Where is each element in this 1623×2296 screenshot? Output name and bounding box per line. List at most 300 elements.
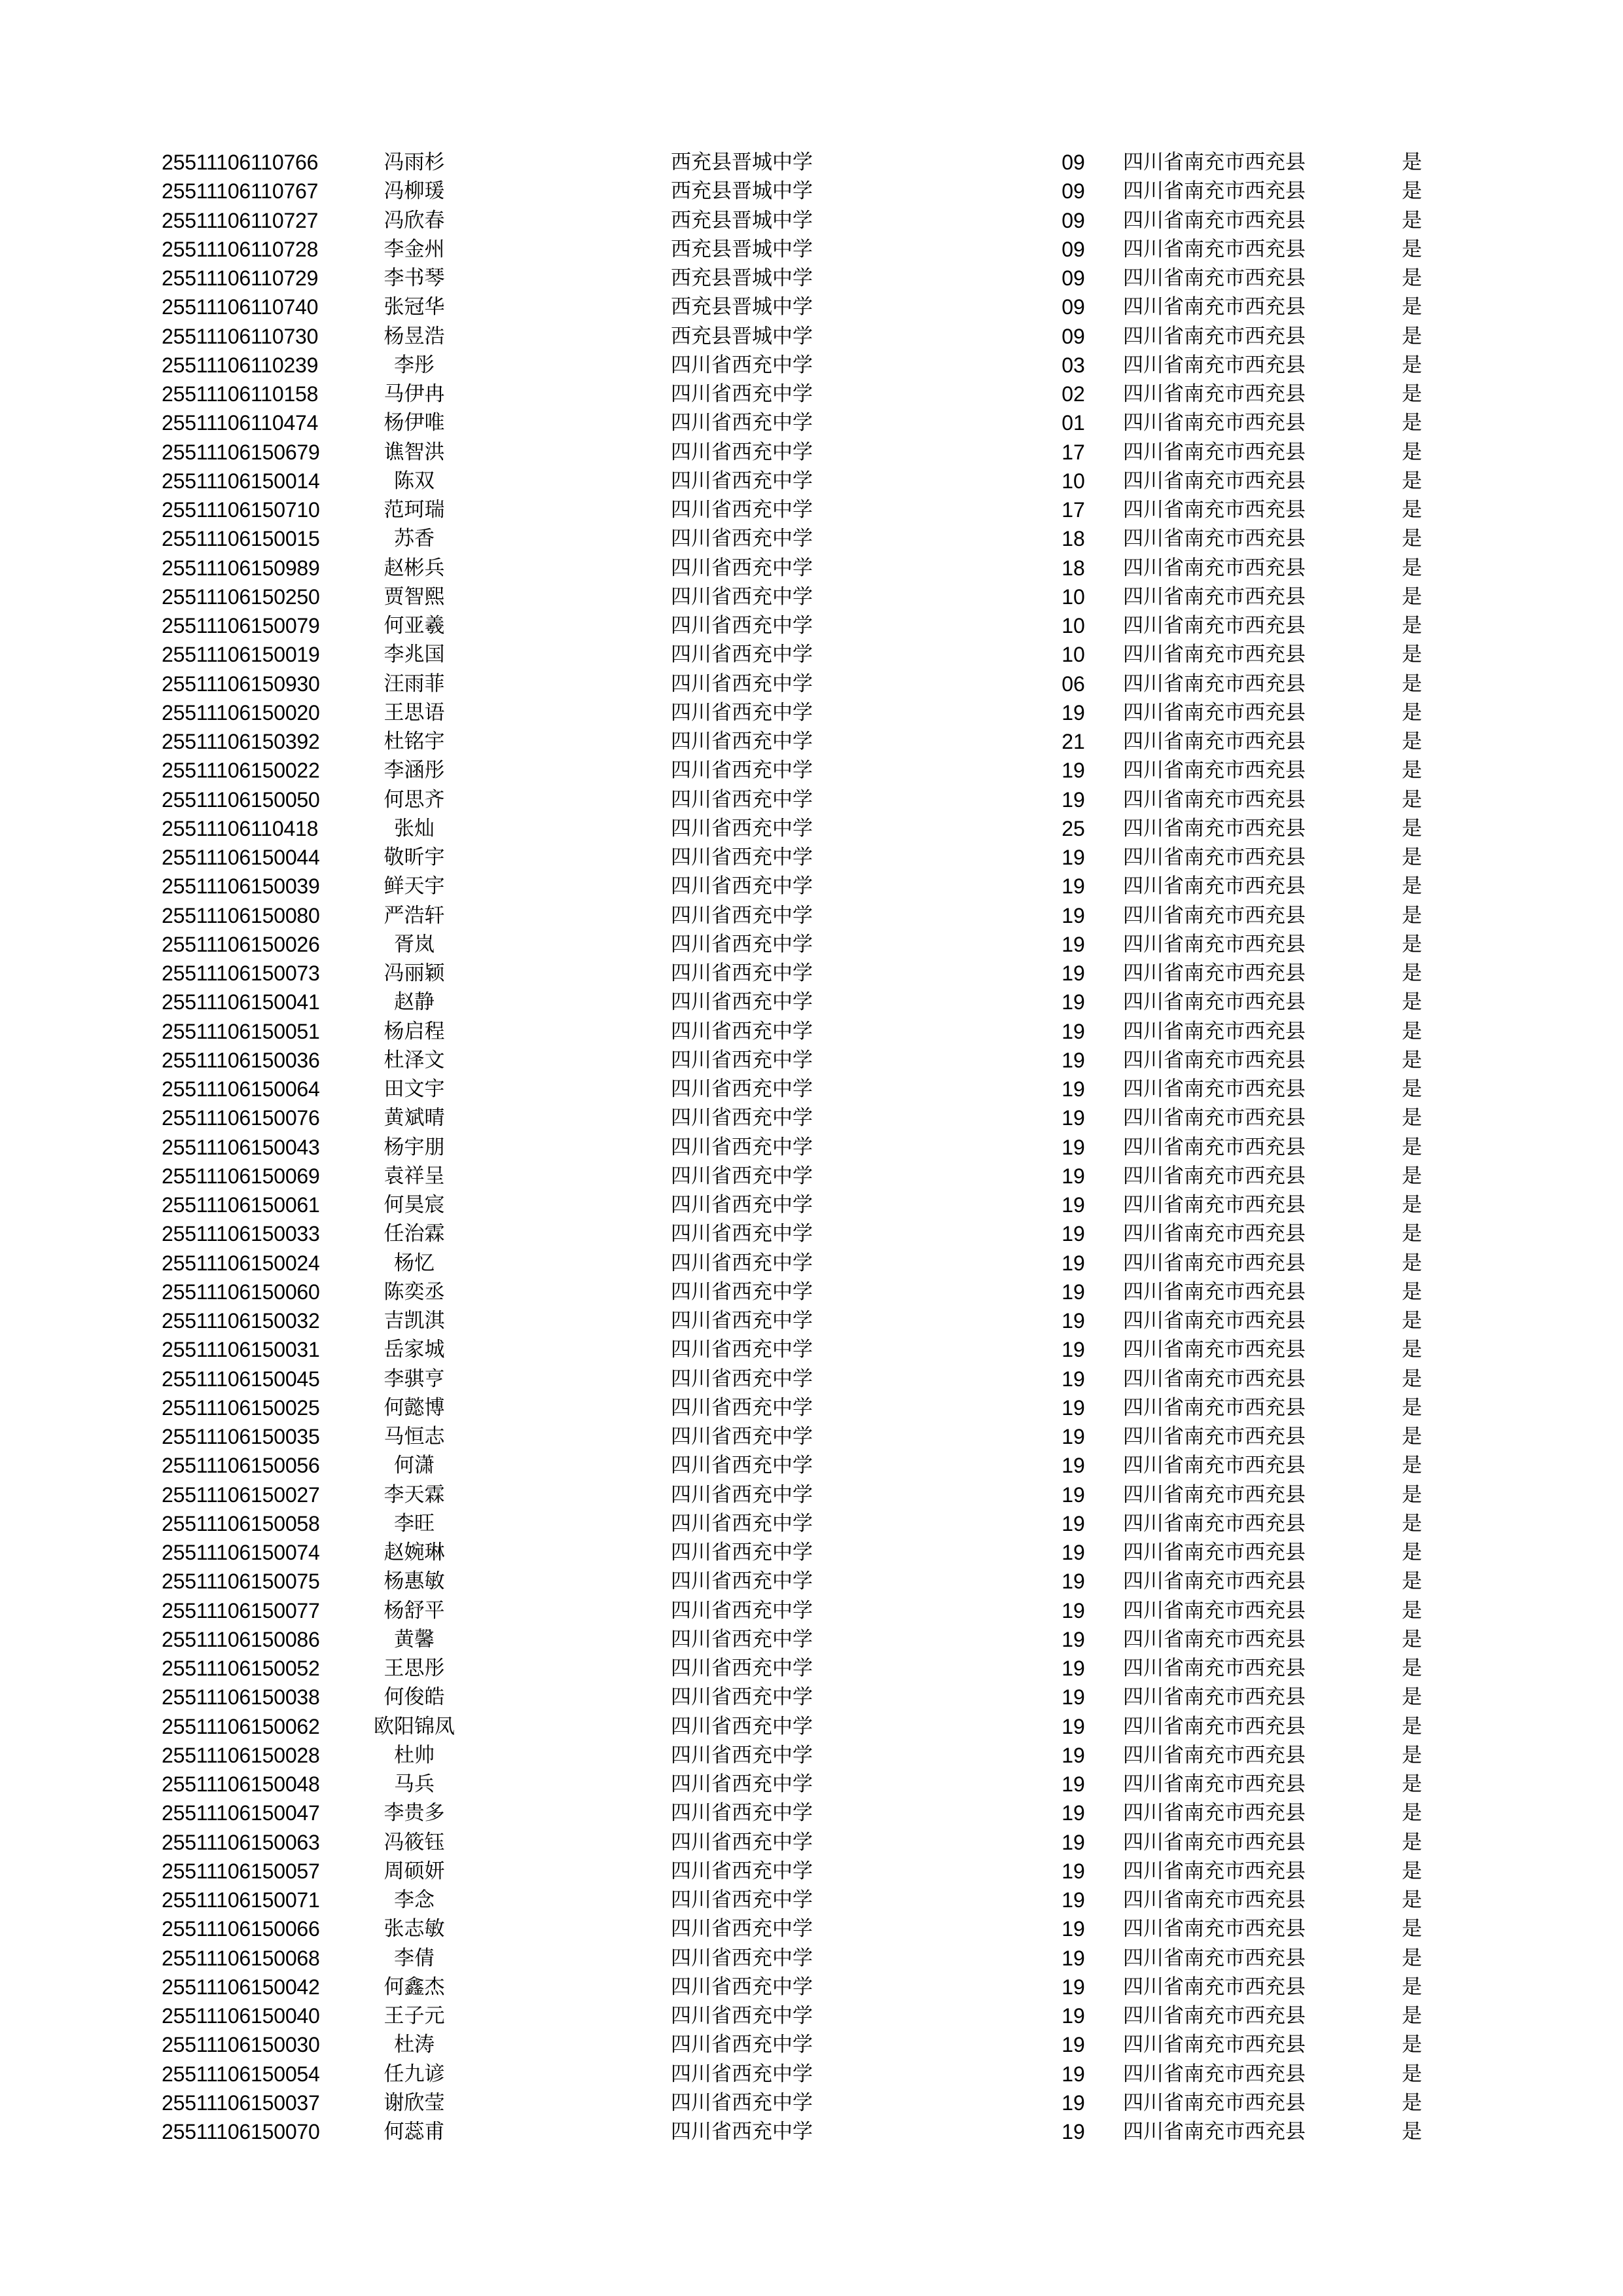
class-code-cell: 01 <box>1061 411 1085 435</box>
student-id-cell: 25511106150036 <box>162 1048 320 1072</box>
status-cell: 是 <box>1402 1627 1422 1651</box>
student-id-cell: 25511106150020 <box>162 700 320 725</box>
school-cell: 四川省西充中学 <box>671 1106 813 1130</box>
status-cell: 是 <box>1402 1309 1422 1333</box>
student-name-cell: 杜涛 <box>394 2033 435 2057</box>
status-cell: 是 <box>1402 237 1422 261</box>
student-id-cell: 25511106110418 <box>162 816 319 840</box>
status-cell: 是 <box>1402 2033 1422 2057</box>
table-row <box>0 1770 1623 1799</box>
table-row <box>0 640 1623 669</box>
student-id-cell: 25511106150026 <box>162 932 320 956</box>
table-row <box>0 1973 1623 2001</box>
student-name-cell: 贾智熙 <box>383 584 445 609</box>
student-id-cell: 25511106110728 <box>162 237 319 261</box>
region-cell: 四川省南充市西充县 <box>1123 1309 1306 1333</box>
student-id-cell: 25511106150040 <box>162 2004 320 2028</box>
status-cell: 是 <box>1402 1222 1422 1246</box>
region-cell: 四川省南充市西充县 <box>1123 440 1306 464</box>
status-cell: 是 <box>1402 324 1422 348</box>
status-cell: 是 <box>1402 1743 1422 1767</box>
student-name-cell: 赵彬兵 <box>383 556 445 580</box>
student-name-cell: 冯丽颖 <box>383 961 445 985</box>
status-cell: 是 <box>1402 1714 1422 1738</box>
student-name-cell: 严浩轩 <box>383 903 445 927</box>
region-cell: 四川省南充市西充县 <box>1123 961 1306 985</box>
student-id-cell: 25511106150930 <box>162 672 320 696</box>
student-name-cell: 杨舒平 <box>383 1598 445 1623</box>
status-cell: 是 <box>1402 990 1422 1014</box>
student-name-cell: 鲜天宇 <box>383 874 445 899</box>
region-cell: 四川省南充市西充县 <box>1123 179 1306 204</box>
student-name-cell: 李彤 <box>394 353 435 377</box>
class-code-cell: 19 <box>1061 1743 1085 1767</box>
school-cell: 四川省西充中学 <box>671 1077 813 1101</box>
school-cell: 四川省西充中学 <box>671 1801 813 1825</box>
table-row <box>0 264 1623 293</box>
school-cell: 四川省西充中学 <box>671 1598 813 1623</box>
region-cell: 四川省南充市西充县 <box>1123 1570 1306 1594</box>
class-code-cell: 19 <box>1061 1975 1085 1999</box>
region-cell: 四川省南充市西充县 <box>1123 2120 1306 2144</box>
school-cell: 四川省西充中学 <box>671 816 813 840</box>
class-code-cell: 19 <box>1061 1454 1085 1478</box>
student-id-cell: 25511106150710 <box>162 498 320 522</box>
student-name-cell: 杨惠敏 <box>383 1570 445 1594</box>
student-id-cell: 25511106150071 <box>162 1888 320 1912</box>
region-cell: 四川省南充市西充县 <box>1123 1019 1306 1043</box>
student-id-cell: 25511106150075 <box>162 1570 320 1594</box>
school-cell: 四川省西充中学 <box>671 1019 813 1043</box>
class-code-cell: 19 <box>1061 961 1085 985</box>
student-id-cell: 25511106150074 <box>162 1541 320 1564</box>
student-name-cell: 马伊冉 <box>383 382 445 406</box>
student-id-cell: 25511106150027 <box>162 1482 320 1507</box>
table-row <box>0 2089 1623 2117</box>
status-cell: 是 <box>1402 932 1422 956</box>
school-cell: 西充县晋城中学 <box>671 295 813 319</box>
student-name-cell: 赵婉琳 <box>383 1541 445 1564</box>
status-cell: 是 <box>1402 1946 1422 1970</box>
school-cell: 四川省西充中学 <box>671 990 813 1014</box>
region-cell: 四川省南充市西充县 <box>1123 1454 1306 1478</box>
region-cell: 四川省南充市西充县 <box>1123 1511 1306 1535</box>
region-cell: 四川省南充市西充县 <box>1123 1772 1306 1796</box>
table-row <box>0 495 1623 524</box>
table-row <box>0 1306 1623 1335</box>
class-code-cell: 19 <box>1061 1714 1085 1738</box>
school-cell: 西充县晋城中学 <box>671 324 813 348</box>
class-code-cell: 19 <box>1061 874 1085 899</box>
class-code-cell: 19 <box>1061 846 1085 869</box>
region-cell: 四川省南充市西充县 <box>1123 759 1306 783</box>
table-row <box>0 2060 1623 2089</box>
class-code-cell: 19 <box>1061 2033 1085 2057</box>
status-cell: 是 <box>1402 1511 1422 1535</box>
status-cell: 是 <box>1402 1772 1422 1796</box>
student-id-cell: 25511106150047 <box>162 1801 320 1825</box>
student-name-cell: 任九谚 <box>383 2062 445 2086</box>
student-name-cell: 杨启程 <box>383 1019 445 1043</box>
region-cell: 四川省南充市西充县 <box>1123 990 1306 1014</box>
school-cell: 四川省西充中学 <box>671 1338 813 1362</box>
status-cell: 是 <box>1402 672 1422 696</box>
table-row <box>0 1422 1623 1451</box>
table-row <box>0 148 1623 177</box>
school-cell: 四川省西充中学 <box>671 730 813 753</box>
status-cell: 是 <box>1402 1888 1422 1912</box>
student-name-cell: 敬昕宇 <box>383 846 445 869</box>
table-row <box>0 1654 1623 1683</box>
class-code-cell: 17 <box>1061 440 1085 464</box>
student-id-cell: 25511106150073 <box>162 961 320 985</box>
status-cell: 是 <box>1402 1859 1422 1883</box>
region-cell: 四川省南充市西充县 <box>1123 2004 1306 2028</box>
region-cell: 四川省南充市西充县 <box>1123 1077 1306 1101</box>
region-cell: 四川省南充市西充县 <box>1123 1946 1306 1970</box>
student-name-cell: 何潇 <box>394 1454 435 1478</box>
table-row <box>0 1393 1623 1422</box>
table-row <box>0 814 1623 843</box>
student-id-cell: 25511106150038 <box>162 1685 320 1710</box>
table-row <box>0 1799 1623 1827</box>
status-cell: 是 <box>1402 903 1422 927</box>
student-name-cell: 杜泽文 <box>383 1048 445 1072</box>
student-name-cell: 何俊皓 <box>383 1685 445 1710</box>
class-code-cell: 19 <box>1061 1541 1085 1564</box>
region-cell: 四川省南充市西充县 <box>1123 1743 1306 1767</box>
table-row <box>0 1480 1623 1509</box>
student-id-cell: 25511106150050 <box>162 787 320 812</box>
student-id-cell: 25511106150069 <box>162 1164 320 1188</box>
school-cell: 四川省西充中学 <box>671 2120 813 2144</box>
student-name-cell: 何懿博 <box>383 1395 445 1420</box>
table-row <box>0 1712 1623 1741</box>
table-row <box>0 843 1623 872</box>
student-name-cell: 岳家城 <box>383 1338 445 1362</box>
class-code-cell: 19 <box>1061 1598 1085 1623</box>
student-name-cell: 李念 <box>394 1888 435 1912</box>
table-row <box>0 1944 1623 1973</box>
school-cell: 四川省西充中学 <box>671 1511 813 1535</box>
school-cell: 四川省西充中学 <box>671 932 813 956</box>
table-row <box>0 1017 1623 1046</box>
school-cell: 四川省西充中学 <box>671 1395 813 1420</box>
status-cell: 是 <box>1402 295 1422 319</box>
region-cell: 四川省南充市西充县 <box>1123 1541 1306 1564</box>
region-cell: 四川省南充市西充县 <box>1123 2090 1306 2115</box>
class-code-cell: 19 <box>1061 1251 1085 1275</box>
class-code-cell: 19 <box>1061 1338 1085 1362</box>
school-cell: 四川省西充中学 <box>671 1888 813 1912</box>
student-name-cell: 何亚羲 <box>383 614 445 637</box>
school-cell: 四川省西充中学 <box>671 672 813 696</box>
table-row <box>0 1509 1623 1538</box>
status-cell: 是 <box>1402 700 1422 725</box>
status-cell: 是 <box>1402 1135 1422 1159</box>
table-row <box>0 554 1623 583</box>
status-cell: 是 <box>1402 556 1422 580</box>
student-name-cell: 何思齐 <box>383 787 445 812</box>
region-cell: 四川省南充市西充县 <box>1123 237 1306 261</box>
region-cell: 四川省南充市西充县 <box>1123 1627 1306 1651</box>
status-cell: 是 <box>1402 1917 1422 1941</box>
student-id-cell: 25511106150048 <box>162 1772 320 1796</box>
student-id-cell: 25511106150070 <box>162 2120 320 2144</box>
student-id-cell: 25511106150025 <box>162 1395 320 1420</box>
class-code-cell: 19 <box>1061 1511 1085 1535</box>
region-cell: 四川省南充市西充县 <box>1123 672 1306 696</box>
region-cell: 四川省南充市西充县 <box>1123 1135 1306 1159</box>
status-cell: 是 <box>1402 846 1422 869</box>
school-cell: 四川省西充中学 <box>671 874 813 899</box>
student-id-cell: 25511106110727 <box>162 208 319 232</box>
student-name-cell: 张灿 <box>394 816 435 840</box>
school-cell: 四川省西充中学 <box>671 584 813 609</box>
student-id-cell: 25511106110474 <box>162 411 319 435</box>
student-id-cell: 25511106150044 <box>162 846 320 869</box>
class-code-cell: 09 <box>1061 237 1085 261</box>
class-code-cell: 19 <box>1061 1019 1085 1043</box>
student-name-cell: 冯雨杉 <box>383 151 445 174</box>
table-row <box>0 380 1623 408</box>
status-cell: 是 <box>1402 1280 1422 1304</box>
status-cell: 是 <box>1402 1106 1422 1130</box>
student-id-cell: 25511106150035 <box>162 1425 320 1448</box>
school-cell: 四川省西充中学 <box>671 1541 813 1564</box>
status-cell: 是 <box>1402 787 1422 812</box>
student-id-cell: 25511106150063 <box>162 1830 320 1854</box>
region-cell: 四川省南充市西充县 <box>1123 151 1306 174</box>
region-cell: 四川省南充市西充县 <box>1123 846 1306 869</box>
region-cell: 四川省南充市西充县 <box>1123 353 1306 377</box>
class-code-cell: 19 <box>1061 932 1085 956</box>
status-cell: 是 <box>1402 1048 1422 1072</box>
status-cell: 是 <box>1402 961 1422 985</box>
student-name-cell: 吉凯淇 <box>383 1309 445 1333</box>
student-name-cell: 王子元 <box>383 2004 445 2028</box>
class-code-cell: 19 <box>1061 990 1085 1014</box>
student-id-cell: 25511106150077 <box>162 1598 320 1623</box>
school-cell: 四川省西充中学 <box>671 382 813 406</box>
class-code-cell: 18 <box>1061 527 1085 551</box>
table-row <box>0 785 1623 814</box>
school-cell: 四川省西充中学 <box>671 411 813 435</box>
table-row <box>0 1567 1623 1596</box>
table-row <box>0 1857 1623 1886</box>
student-id-cell: 25511106150054 <box>162 2062 320 2086</box>
class-code-cell: 19 <box>1061 1395 1085 1420</box>
region-cell: 四川省南充市西充县 <box>1123 295 1306 319</box>
class-code-cell: 19 <box>1061 1830 1085 1854</box>
region-cell: 四川省南充市西充县 <box>1123 874 1306 899</box>
student-name-cell: 汪雨菲 <box>383 672 445 696</box>
school-cell: 四川省西充中学 <box>671 1772 813 1796</box>
status-cell: 是 <box>1402 1570 1422 1594</box>
region-cell: 四川省南充市西充县 <box>1123 382 1306 406</box>
student-name-cell: 何鑫杰 <box>383 1975 445 1999</box>
school-cell: 四川省西充中学 <box>671 2033 813 2057</box>
class-code-cell: 19 <box>1061 1048 1085 1072</box>
student-id-cell: 25511106150014 <box>162 469 320 493</box>
student-id-cell: 25511106150064 <box>162 1077 320 1101</box>
status-cell: 是 <box>1402 1425 1422 1448</box>
status-cell: 是 <box>1402 1685 1422 1710</box>
region-cell: 四川省南充市西充县 <box>1123 1482 1306 1507</box>
table-row <box>0 1596 1623 1625</box>
table-row <box>0 1278 1623 1306</box>
class-code-cell: 19 <box>1061 1888 1085 1912</box>
school-cell: 四川省西充中学 <box>671 1367 813 1391</box>
student-name-cell: 袁祥呈 <box>383 1164 445 1188</box>
class-code-cell: 21 <box>1061 730 1085 753</box>
region-cell: 四川省南充市西充县 <box>1123 643 1306 667</box>
table-row <box>0 467 1623 495</box>
student-name-cell: 马恒志 <box>383 1425 445 1448</box>
student-id-cell: 25511106150062 <box>162 1714 320 1738</box>
class-code-cell: 09 <box>1061 208 1085 232</box>
school-cell: 四川省西充中学 <box>671 527 813 551</box>
school-cell: 西充县晋城中学 <box>671 237 813 261</box>
class-code-cell: 10 <box>1061 643 1085 667</box>
school-cell: 四川省西充中学 <box>671 1743 813 1767</box>
region-cell: 四川省南充市西充县 <box>1123 1338 1306 1362</box>
student-id-cell: 25511106110239 <box>162 353 319 377</box>
school-cell: 四川省西充中学 <box>671 1714 813 1738</box>
student-name-cell: 冯欣春 <box>383 208 445 232</box>
student-id-cell: 25511106150068 <box>162 1946 320 1970</box>
student-id-cell: 25511106150250 <box>162 584 320 609</box>
student-name-cell: 李贵多 <box>383 1801 445 1825</box>
table-row <box>0 408 1623 437</box>
table-row <box>0 1886 1623 1914</box>
student-name-cell: 任治霖 <box>383 1222 445 1246</box>
table-row <box>0 1219 1623 1248</box>
status-cell: 是 <box>1402 584 1422 609</box>
school-cell: 四川省西充中学 <box>671 353 813 377</box>
region-cell: 四川省南充市西充县 <box>1123 1222 1306 1246</box>
student-name-cell: 张冠华 <box>383 295 445 319</box>
school-cell: 四川省西充中学 <box>671 961 813 985</box>
school-cell: 四川省西充中学 <box>671 440 813 464</box>
status-cell: 是 <box>1402 1657 1422 1680</box>
region-cell: 四川省南充市西充县 <box>1123 614 1306 637</box>
class-code-cell: 17 <box>1061 498 1085 522</box>
status-cell: 是 <box>1402 874 1422 899</box>
school-cell: 四川省西充中学 <box>671 1425 813 1448</box>
student-id-cell: 25511106150031 <box>162 1338 320 1362</box>
school-cell: 四川省西充中学 <box>671 469 813 493</box>
student-name-cell: 冯柳瑗 <box>383 179 445 204</box>
student-name-cell: 黄斌晴 <box>383 1106 445 1130</box>
student-id-cell: 25511106110766 <box>162 151 319 174</box>
region-cell: 四川省南充市西充县 <box>1123 1280 1306 1304</box>
student-id-cell: 25511106110729 <box>162 266 319 290</box>
student-id-cell: 25511106150051 <box>162 1019 320 1043</box>
class-code-cell: 19 <box>1061 1135 1085 1159</box>
table-row <box>0 872 1623 901</box>
table-row <box>0 727 1623 756</box>
table-row <box>0 235 1623 264</box>
class-code-cell: 19 <box>1061 2120 1085 2144</box>
region-cell: 四川省南充市西充县 <box>1123 1598 1306 1623</box>
school-cell: 四川省西充中学 <box>671 1048 813 1072</box>
class-code-cell: 19 <box>1061 2062 1085 2086</box>
table-row <box>0 670 1623 698</box>
status-cell: 是 <box>1402 1338 1422 1362</box>
school-cell: 四川省西充中学 <box>671 1482 813 1507</box>
student-name-cell: 周硕妍 <box>383 1859 445 1883</box>
student-id-cell: 25511106150032 <box>162 1309 320 1333</box>
school-cell: 西充县晋城中学 <box>671 266 813 290</box>
student-name-cell: 杜帅 <box>394 1743 435 1767</box>
student-id-cell: 25511106150056 <box>162 1454 320 1478</box>
student-id-cell: 25511106150024 <box>162 1251 320 1275</box>
school-cell: 四川省西充中学 <box>671 903 813 927</box>
status-cell: 是 <box>1402 1801 1422 1825</box>
table-row <box>0 1538 1623 1567</box>
region-cell: 四川省南充市西充县 <box>1123 787 1306 812</box>
student-id-cell: 25511106150052 <box>162 1657 320 1680</box>
school-cell: 四川省西充中学 <box>671 846 813 869</box>
region-cell: 四川省南充市西充县 <box>1123 208 1306 232</box>
region-cell: 四川省南充市西充县 <box>1123 1714 1306 1738</box>
table-row <box>0 1249 1623 1278</box>
status-cell: 是 <box>1402 1019 1422 1043</box>
class-code-cell: 19 <box>1061 1309 1085 1333</box>
region-cell: 四川省南充市西充县 <box>1123 584 1306 609</box>
student-name-cell: 黄馨 <box>394 1627 435 1651</box>
region-cell: 四川省南充市西充县 <box>1123 700 1306 725</box>
table-row <box>0 930 1623 959</box>
student-name-cell: 李书琴 <box>383 266 445 290</box>
school-cell: 四川省西充中学 <box>671 759 813 783</box>
school-cell: 四川省西充中学 <box>671 1685 813 1710</box>
status-cell: 是 <box>1402 469 1422 493</box>
student-name-cell: 何昊宸 <box>383 1193 445 1217</box>
student-id-cell: 25511106150080 <box>162 903 320 927</box>
status-cell: 是 <box>1402 1193 1422 1217</box>
table-row <box>0 1162 1623 1191</box>
class-code-cell: 10 <box>1061 584 1085 609</box>
class-code-cell: 19 <box>1061 1222 1085 1246</box>
region-cell: 四川省南充市西充县 <box>1123 1888 1306 1912</box>
student-id-cell: 25511106150030 <box>162 2033 320 2057</box>
student-id-cell: 25511106150037 <box>162 2090 320 2115</box>
class-code-cell: 19 <box>1061 700 1085 725</box>
class-code-cell: 09 <box>1061 266 1085 290</box>
region-cell: 四川省南充市西充县 <box>1123 903 1306 927</box>
student-id-cell: 25511106150079 <box>162 614 320 637</box>
school-cell: 西充县晋城中学 <box>671 179 813 204</box>
student-name-cell: 杨宇朋 <box>383 1135 445 1159</box>
student-id-cell: 25511106150033 <box>162 1222 320 1246</box>
school-cell: 西充县晋城中学 <box>671 208 813 232</box>
school-cell: 四川省西充中学 <box>671 1280 813 1304</box>
school-cell: 四川省西充中学 <box>671 498 813 522</box>
student-id-cell: 25511106110730 <box>162 324 319 348</box>
student-name-cell: 李倩 <box>394 1946 435 1970</box>
status-cell: 是 <box>1402 730 1422 753</box>
region-cell: 四川省南充市西充县 <box>1123 1106 1306 1130</box>
class-code-cell: 19 <box>1061 787 1085 812</box>
student-name-cell: 李金州 <box>383 237 445 261</box>
status-cell: 是 <box>1402 440 1422 464</box>
region-cell: 四川省南充市西充县 <box>1123 556 1306 580</box>
student-name-cell: 杨忆 <box>394 1251 435 1275</box>
status-cell: 是 <box>1402 1251 1422 1275</box>
student-name-cell: 李兆国 <box>383 643 445 667</box>
